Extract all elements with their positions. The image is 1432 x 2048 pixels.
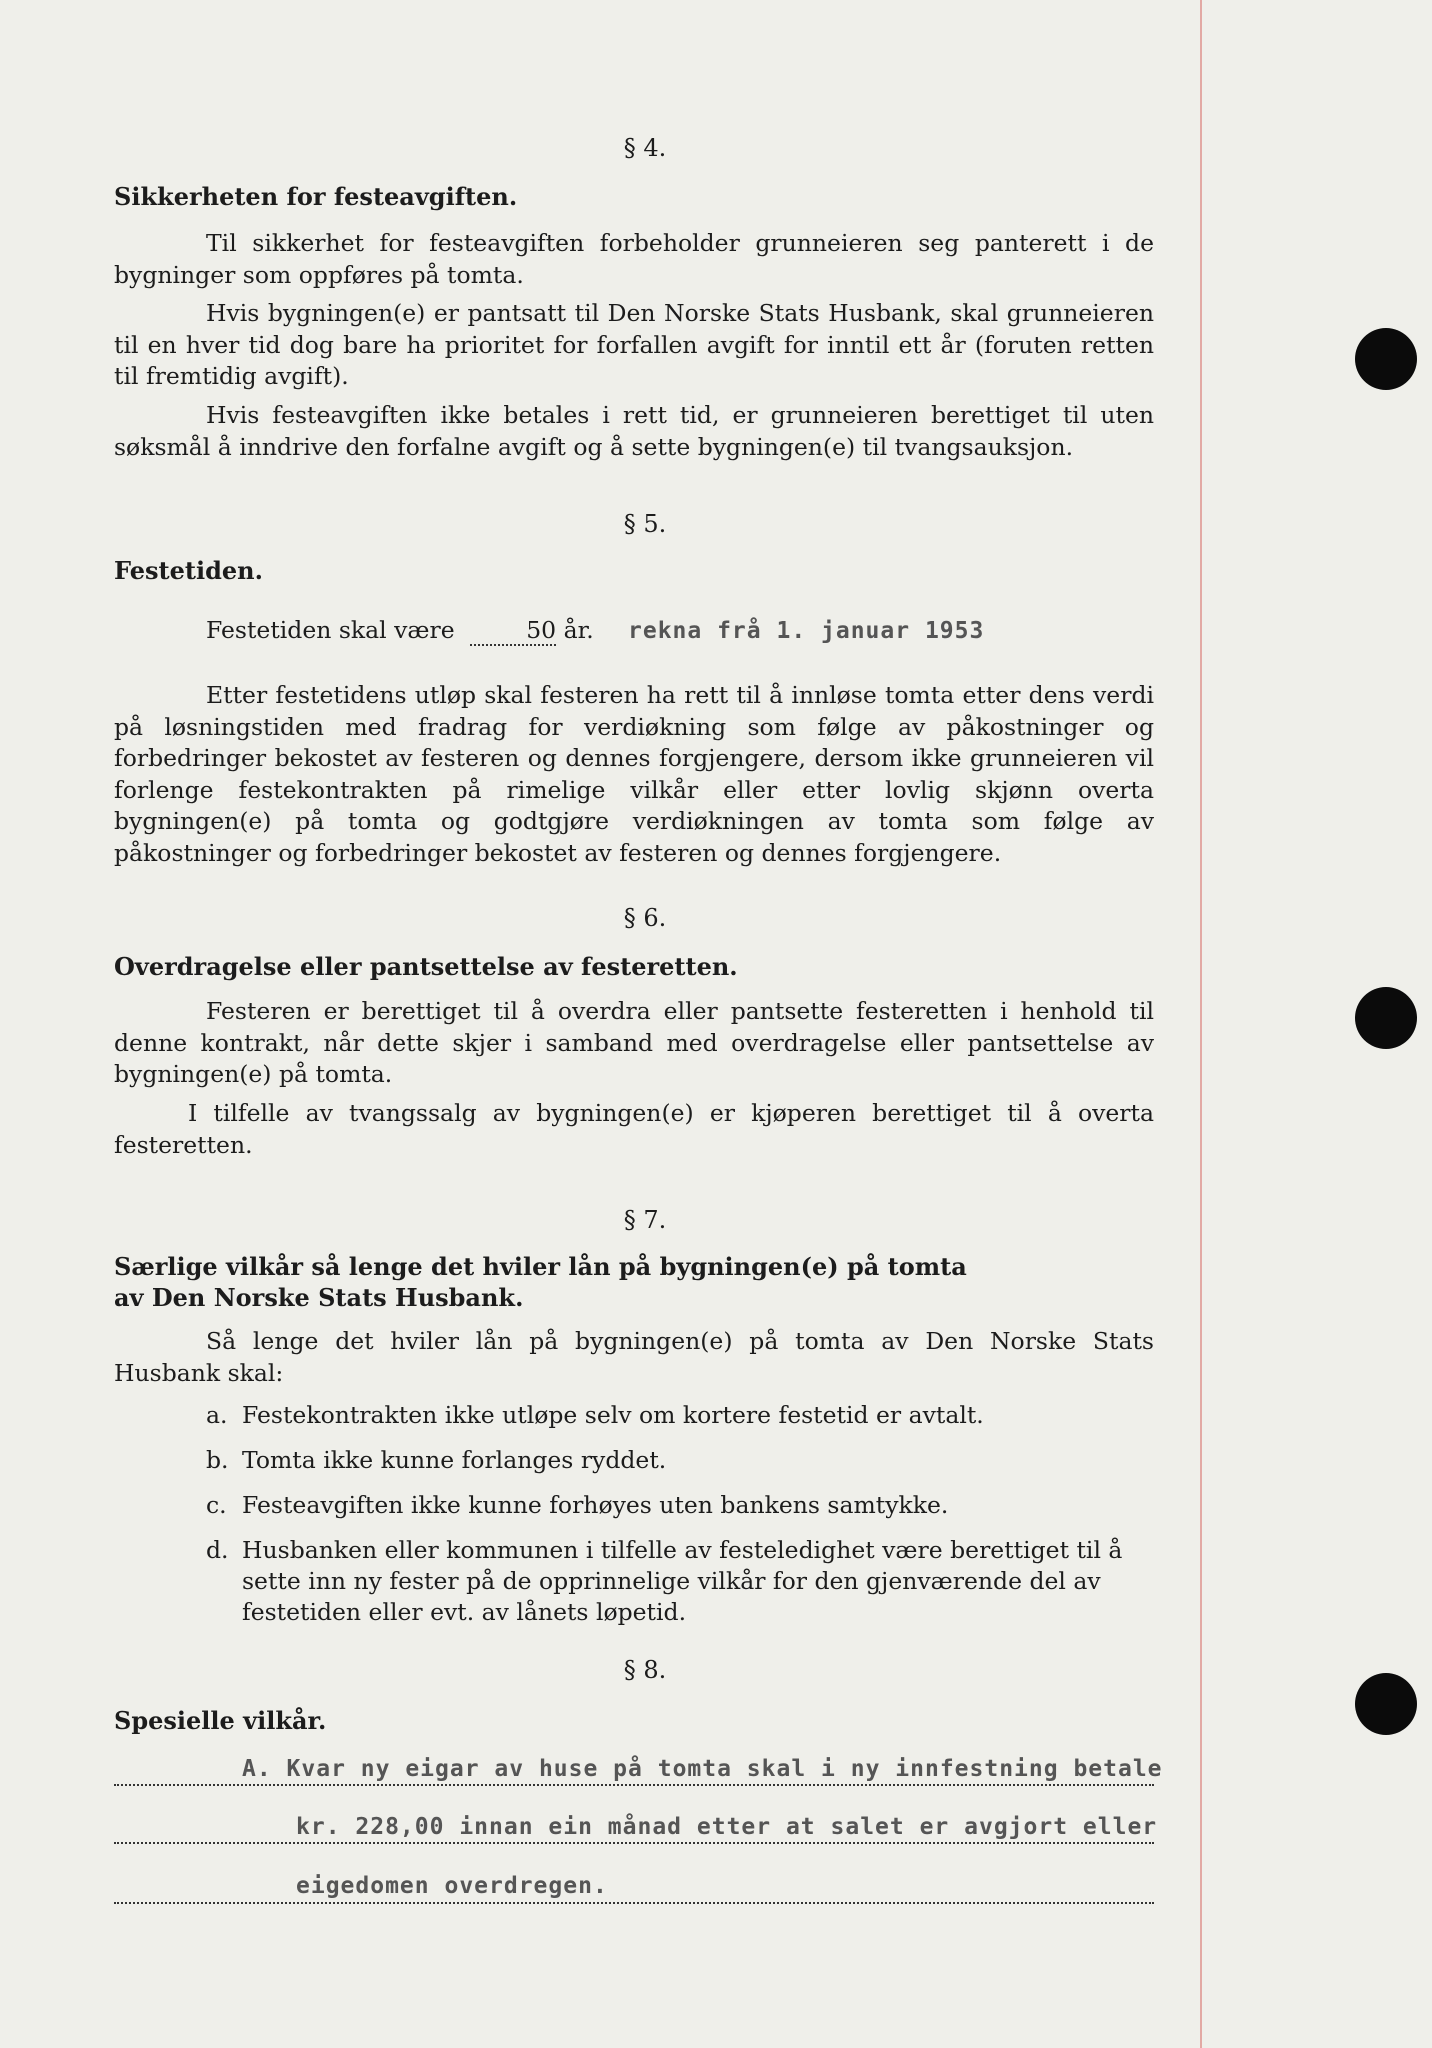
section-7-heading-line2: av Den Norske Stats Husbank. — [114, 1283, 524, 1312]
term-line: Festetiden skal være 50 år. — [206, 616, 594, 644]
term-value: 50 — [526, 616, 557, 644]
section-7-heading-line1: Særlige vilkår så lenge det hviler lån på bygningen(e) på tomta — [114, 1252, 967, 1281]
dotted-line — [114, 1784, 1154, 1786]
section-6-mark: § 6. — [623, 904, 667, 932]
typed-special-condition-line: kr. 228,00 innan ein månad etter at salet er avgjort eller — [296, 1814, 1158, 1840]
section-4-paragraph: Til sikkerhet for festeavgiften forbeholder grunneieren seg panterett i de bygninger som oppføres på tomta. — [114, 229, 1154, 289]
typed-special-condition-line: eigedomen overdregen. — [296, 1873, 608, 1899]
list-item: b. Tomta ikke kunne forlanges ryddet. — [206, 1446, 667, 1474]
conditions-list — [206, 1400, 1156, 1642]
punch-hole — [1355, 1673, 1417, 1735]
section-6-paragraph: Festeren er berettiget til å overdra eller pantsette festeretten i henhold til denne kontrakt, når dette skjer i samband med overdragelse eller pantsettelse av bygningen(e) på tomta. — [114, 997, 1154, 1088]
margin-rule — [1200, 0, 1202, 2048]
section-4-paragraph: Hvis festeavgiften ikke betales i rett tid, er grunneieren berettiget til uten søksmål å inndrive den forfalne avgift og å sette bygningen(e) til tvangsauksjon. — [114, 401, 1154, 461]
section-5-paragraph: Etter festetidens utløp skal festeren ha rett til å innløse tomta etter dens verdi på løsningstiden med fradrag for verdiøkning som følge av påkostninger og forbedringer bekostet av festeren og dennes forgjengere, dersom ikke grunneieren vil forlenge festekontrakten på rimelige vilkår eller etter lovlig skjønn overta bygningen(e) på tomta og godtgjøre verdiøkningen av tomta som følge av påkostninger og forbedringer bekostet av festeren og dennes forgjengere. — [114, 681, 1154, 867]
section-4-heading: Sikkerheten for festeavgiften. — [114, 182, 518, 211]
typed-special-condition-line: A. Kvar ny eigar av huse på tomta skal i ny innfestning betale — [242, 1756, 1163, 1782]
section-5-heading: Festetiden. — [114, 556, 263, 585]
section-6-paragraph: I tilfelle av tvangssalg av bygningen(e) er kjøperen berettiget til å overta festeretten. — [114, 1099, 1154, 1159]
list-item: c. Festeavgiften ikke kunne forhøyes uten bankens samtykke. — [206, 1491, 949, 1519]
section-7-mark: § 7. — [623, 1206, 667, 1234]
punch-hole — [1355, 987, 1417, 1049]
section-4-paragraph: Hvis bygningen(e) er pantsatt til Den Norske Stats Husbank, skal grunneieren til en hver tid dog bare ha prioritet for forfallen avgift for inntil ett år (foruten retten til fremtidig avgift). — [114, 299, 1154, 390]
section-6-heading: Overdragelse eller pantsettelse av festeretten. — [114, 952, 738, 981]
list-item: d. Husbanken eller kommunen i tilfelle av festeledighet være berettiget til å sette inn ny fester på de opprinnelige vilkår for den gjenværende del av festetiden eller evt. av lånets løpetid. — [206, 1536, 1123, 1626]
dotted-line — [114, 1842, 1154, 1844]
typed-term: rekna frå 1. januar 1953 — [628, 618, 985, 644]
section-4-mark: § 4. — [623, 134, 667, 162]
punch-hole — [1355, 328, 1417, 390]
section-7-intro: Så lenge det hviler lån på bygningen(e) på tomta av Den Norske Stats Husbank skal: — [114, 1327, 1154, 1387]
section-8-heading: Spesielle vilkår. — [114, 1706, 327, 1735]
list-item: a. Festekontrakten ikke utløpe selv om kortere festetid er avtalt. — [206, 1401, 984, 1429]
section-8-mark: § 8. — [623, 1656, 667, 1684]
section-5-mark: § 5. — [623, 510, 667, 538]
dotted-line — [114, 1902, 1154, 1904]
